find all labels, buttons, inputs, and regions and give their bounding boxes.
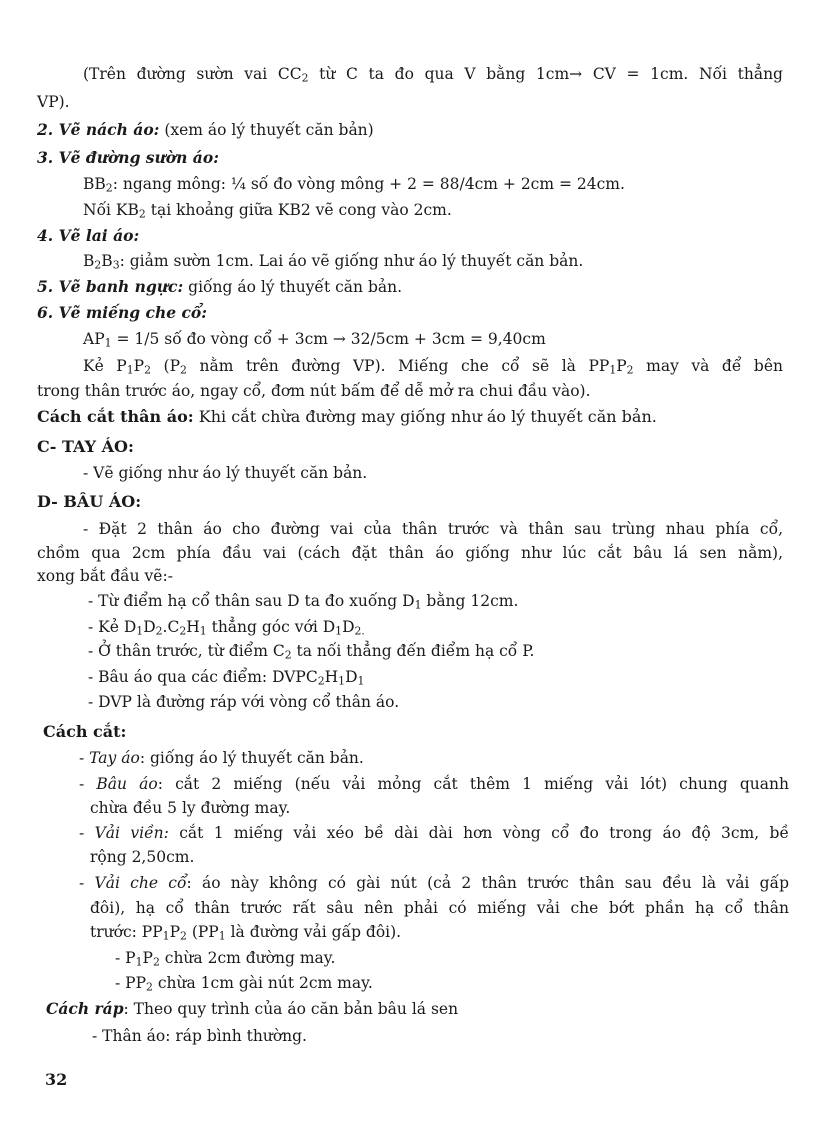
cut-bau-line-1: - Bâu áo: cắt 2 miếng (nếu vải mỏng cắt thêm 1 miếng vải lót) chung quanh xyxy=(79,775,789,793)
section-d-bullet-2: - Kẻ $D_1D_2.C_2H_1$ thẳng góc với $D_1D_{2.}$ xyxy=(88,618,365,638)
section-c-line: - Vẽ giống như áo lý thuyết căn bản. xyxy=(83,464,368,482)
cut-che-sub-1: - $P_1P_2$ chừa 2cm đường may. xyxy=(115,949,336,969)
cut-bau-line-2: chừa đều 5 ly đường may. xyxy=(90,799,291,817)
section-d-para-line-3: xong bắt đầu vẽ:- xyxy=(37,567,173,585)
section-3-line-2: Nối $KB_2$ tại khoảng giữa KB2 vẽ cong vào 2cm. xyxy=(83,201,452,221)
cut-che-line-3: trước: $PP_1P_2$ ($PP_1$ là đường vải gấp đôi). xyxy=(90,923,402,943)
section-3-heading: 3. Vẽ đường sườn áo: xyxy=(37,148,219,167)
section-5-heading: 5. Vẽ banh ngực: giống áo lý thuyết căn bản. xyxy=(37,277,403,296)
section-6-line-3: trong thân trước áo, ngay cổ, đơm nút bấm để dễ mở ra chui đầu vào). xyxy=(37,382,591,400)
cut-che-line-1: - Vải che cổ: áo này không có gài nút (cả 2 thân trước thân sau đều là vải gấp xyxy=(79,874,790,892)
page-number: 32 xyxy=(45,1070,68,1089)
section-d-heading: D- BÂU ÁO: xyxy=(37,492,142,511)
section-d-bullet-4: - Bâu áo qua các điểm: $DVPC_2H_1D_1$ xyxy=(88,668,365,688)
cut-che-line-2: đôi), hạ cổ thân trước rất sâu nên phải có miếng vải che bớt phần hạ cổ thân xyxy=(90,899,789,917)
intro-line-1: (Trên đường sườn vai $CC_2$ từ C ta đo qua V bằng 1cm→ CV = 1cm. Nối thẳng xyxy=(83,65,783,85)
cut-body-line: Cách cắt thân áo: Khi cắt chừa đường may giống như áo lý thuyết căn bản. xyxy=(37,407,657,426)
cut-vien-line-1: - Vải viền: cắt 1 miếng vải xéo bề dài dài hơn vòng cổ đo trong áo độ 3cm, bề xyxy=(79,824,789,842)
section-d-bullet-3: - Ở thân trước, từ điểm $C_2$ ta nối thẳng đến điểm hạ cổ P. xyxy=(88,642,535,662)
section-6-line-2: Kẻ $P_1P_2$ ($P_2$ nằm trên đường VP). Miếng che cổ sẽ là $PP_1P_2$ may và để bên xyxy=(83,357,784,377)
section-2-heading: 2. Vẽ nách áo: (xem áo lý thuyết căn bản) xyxy=(37,120,374,139)
section-c-heading: C- TAY ÁO: xyxy=(37,437,134,456)
section-d-bullet-5: - DVP là đường ráp với vòng cổ thân áo. xyxy=(88,693,400,711)
section-6-line-1: $AP_1 = 1/5$ số đo vòng cổ + 3cm → 32/5cm + 3cm = 9,40cm xyxy=(83,330,546,350)
cut-vien-line-2: rộng 2,50cm. xyxy=(90,848,195,866)
section-d-para-line-2: chồm qua 2cm phía đầu vai (cách đặt thân áo giống như lúc cắt bâu lá sen nằm), xyxy=(37,544,783,562)
cut-che-sub-2: - $PP_2$ chừa 1cm gài nút 2cm may. xyxy=(115,974,373,994)
section-d-bullet-1: - Từ điểm hạ cổ thân sau D ta đo xuống $D_1$ bằng 12cm. xyxy=(88,592,519,612)
section-3-line-1: $BB_2$: ngang mông: ¼ số đo vòng mông + 2 = 88/4cm + 2cm = 24cm. xyxy=(83,175,625,195)
cut-heading: Cách cắt: xyxy=(43,722,127,741)
assembly-line: Cách ráp: Theo quy trình của áo căn bản bâu lá sen xyxy=(46,999,459,1018)
cut-tay-line: - Tay áo: giống áo lý thuyết căn bản. xyxy=(79,749,364,767)
section-4-heading: 4. Vẽ lai áo: xyxy=(37,226,140,245)
assembly-body-line: - Thân áo: ráp bình thường. xyxy=(92,1027,307,1045)
section-4-line-1: $B_2B_3$: giảm sườn 1cm. Lai áo vẽ giống như áo lý thuyết căn bản. xyxy=(83,252,584,272)
intro-line-2: VP). xyxy=(37,93,70,111)
section-d-para-line-1: - Đặt 2 thân áo cho đường vai của thân trước và thân sau trùng nhau phía cổ, xyxy=(83,520,783,538)
section-6-heading: 6. Vẽ miếng che cổ: xyxy=(37,303,207,322)
